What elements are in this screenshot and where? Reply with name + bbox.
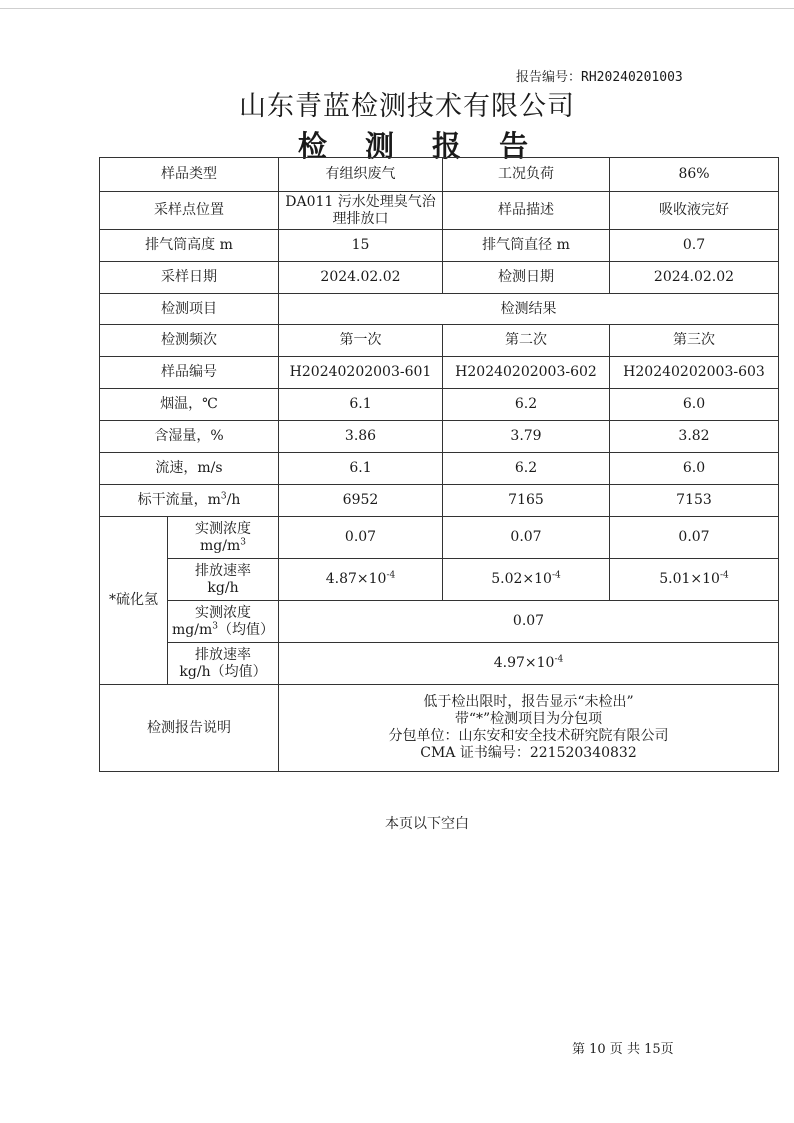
moisture-1: 3.86	[279, 421, 443, 453]
h2s-rate-2-mantissa: 5.02×10	[491, 571, 552, 587]
company-name: 山东青蓝检测技术有限公司	[239, 91, 575, 122]
row-sample-number	[100, 357, 779, 389]
h2s-conc-2: 0.07	[443, 517, 610, 559]
velocity-1: 6.1	[279, 453, 443, 485]
h2s-rate-2	[443, 559, 610, 601]
location-value: DA011 污水处理臭气治理排放口	[279, 192, 443, 230]
h2s-avg-rate-exponent: -4	[554, 654, 564, 665]
flow-2: 7165	[443, 485, 610, 517]
h2s-rate-label	[168, 559, 279, 601]
flow-label-main: 标干流量，m	[137, 492, 221, 508]
h2s-avg-conc-label	[168, 601, 279, 643]
h2s-rate-3-exponent: -4	[719, 570, 729, 581]
description-value: 吸收液完好	[610, 192, 779, 230]
sample-number-label: 样品编号	[100, 357, 279, 389]
result-label: 检测结果	[279, 294, 779, 325]
row-item-header	[100, 294, 779, 325]
h2s-avg-rate-mantissa: 4.97×10	[493, 655, 555, 671]
row-h2s-rate	[100, 559, 779, 601]
h2s-rate-1-exponent: -4	[386, 570, 396, 581]
flow-label-superscript: 3	[220, 491, 227, 502]
flow-label	[100, 485, 279, 517]
flow-1: 6952	[279, 485, 443, 517]
velocity-2: 6.2	[443, 453, 610, 485]
blank-page-note: 本页以下空白	[385, 816, 469, 832]
h2s-avg-conc-label-unit: mg/m	[172, 621, 213, 638]
sample-number-3: H20240202003-603	[610, 357, 779, 389]
stack-diameter-label: 排气筒直径 m	[443, 230, 610, 262]
document-title: 检 测 报 告	[297, 129, 543, 163]
h2s-avg-rate-label-line2: kg/h（均值）	[179, 663, 267, 680]
note-line-1: 低于检出限时，报告显示“未检出”	[423, 694, 634, 710]
report-number-value: RH20240201003	[581, 70, 683, 85]
h2s-avg-conc-label-superscript: 3	[212, 620, 218, 631]
sampling-date-value: 2024.02.02	[279, 262, 443, 294]
row-velocity	[100, 453, 779, 485]
row-moisture	[100, 421, 779, 453]
h2s-rate-3	[610, 559, 779, 601]
velocity-label: 流速，m/s	[100, 453, 279, 485]
temperature-label: 烟温，℃	[100, 389, 279, 421]
top-border-line	[0, 8, 794, 9]
frequency-label: 检测频次	[100, 325, 279, 357]
testing-date-label: 检测日期	[443, 262, 610, 294]
stack-height-label: 排气筒高度 m	[100, 230, 279, 262]
h2s-rate-label-line2: kg/h	[207, 579, 239, 596]
row-h2s-avg-rate	[100, 643, 779, 685]
h2s-conc-1: 0.07	[279, 517, 443, 559]
report-number-label: 报告编号：	[516, 70, 582, 85]
sample-number-1: H20240202003-601	[279, 357, 443, 389]
sample-type-label: 样品类型	[100, 158, 279, 192]
row-sample-type	[100, 158, 779, 192]
description-label: 样品描述	[443, 192, 610, 230]
row-temperature	[100, 389, 779, 421]
sample-type-value: 有组织废气	[279, 158, 443, 192]
row-flow	[100, 485, 779, 517]
notes-content	[279, 685, 779, 772]
h2s-conc-label-superscript: 3	[240, 536, 246, 547]
h2s-rate-label-line1: 排放速率	[195, 562, 251, 579]
h2s-conc-3: 0.07	[610, 517, 779, 559]
h2s-avg-rate-label-line1: 排放速率	[195, 646, 251, 663]
load-label: 工况负荷	[443, 158, 610, 192]
h2s-avg-conc-label-tail: （均值）	[217, 621, 274, 638]
page-number: 第 10 页 共 15页	[572, 1042, 674, 1057]
item-label: 检测项目	[100, 294, 279, 325]
row-h2s-concentration	[100, 517, 779, 559]
temperature-3: 6.0	[610, 389, 779, 421]
note-line-4: CMA 证书编号：221520340832	[420, 745, 637, 761]
sample-number-2: H20240202003-602	[443, 357, 610, 389]
frequency-1: 第一次	[279, 325, 443, 357]
h2s-rate-2-exponent: -4	[551, 570, 561, 581]
h2s-conc-label	[168, 517, 279, 559]
row-frequency	[100, 325, 779, 357]
stack-height-value: 15	[279, 230, 443, 262]
sampling-date-label: 采样日期	[100, 262, 279, 294]
h2s-conc-label-line1: 实测浓度	[195, 520, 251, 537]
row-stack	[100, 230, 779, 262]
row-notes	[100, 685, 779, 772]
note-line-3: 分包单位：山东安和安全技术研究院有限公司	[388, 728, 669, 744]
h2s-avg-conc-label-line1: 实测浓度	[195, 604, 251, 621]
h2s-avg-rate-label	[168, 643, 279, 685]
frequency-3: 第三次	[610, 325, 779, 357]
h2s-rate-3-mantissa: 5.01×10	[659, 571, 720, 587]
frequency-2: 第二次	[443, 325, 610, 357]
testing-date-value: 2024.02.02	[610, 262, 779, 294]
h2s-avg-rate-value	[279, 643, 779, 685]
load-value: 86%	[610, 158, 779, 192]
report-table	[99, 157, 779, 772]
row-dates	[100, 262, 779, 294]
row-location	[100, 192, 779, 230]
h2s-rate-1	[279, 559, 443, 601]
location-label: 采样点位置	[100, 192, 279, 230]
notes-label: 检测报告说明	[100, 685, 279, 772]
h2s-avg-conc-value: 0.07	[279, 601, 779, 643]
moisture-label: 含湿量，%	[100, 421, 279, 453]
moisture-2: 3.79	[443, 421, 610, 453]
row-h2s-avg-concentration	[100, 601, 779, 643]
temperature-1: 6.1	[279, 389, 443, 421]
flow-3: 7153	[610, 485, 779, 517]
note-line-2: 带“*”检测项目为分包项	[454, 711, 603, 727]
stack-diameter-value: 0.7	[610, 230, 779, 262]
velocity-3: 6.0	[610, 453, 779, 485]
h2s-rate-1-mantissa: 4.87×10	[325, 571, 387, 587]
flow-label-tail: /h	[226, 492, 241, 508]
h2s-conc-label-unit: mg/m	[200, 537, 241, 554]
temperature-2: 6.2	[443, 389, 610, 421]
h2s-group-label: *硫化氢	[100, 517, 168, 685]
report-number	[516, 66, 683, 85]
moisture-3: 3.82	[610, 421, 779, 453]
